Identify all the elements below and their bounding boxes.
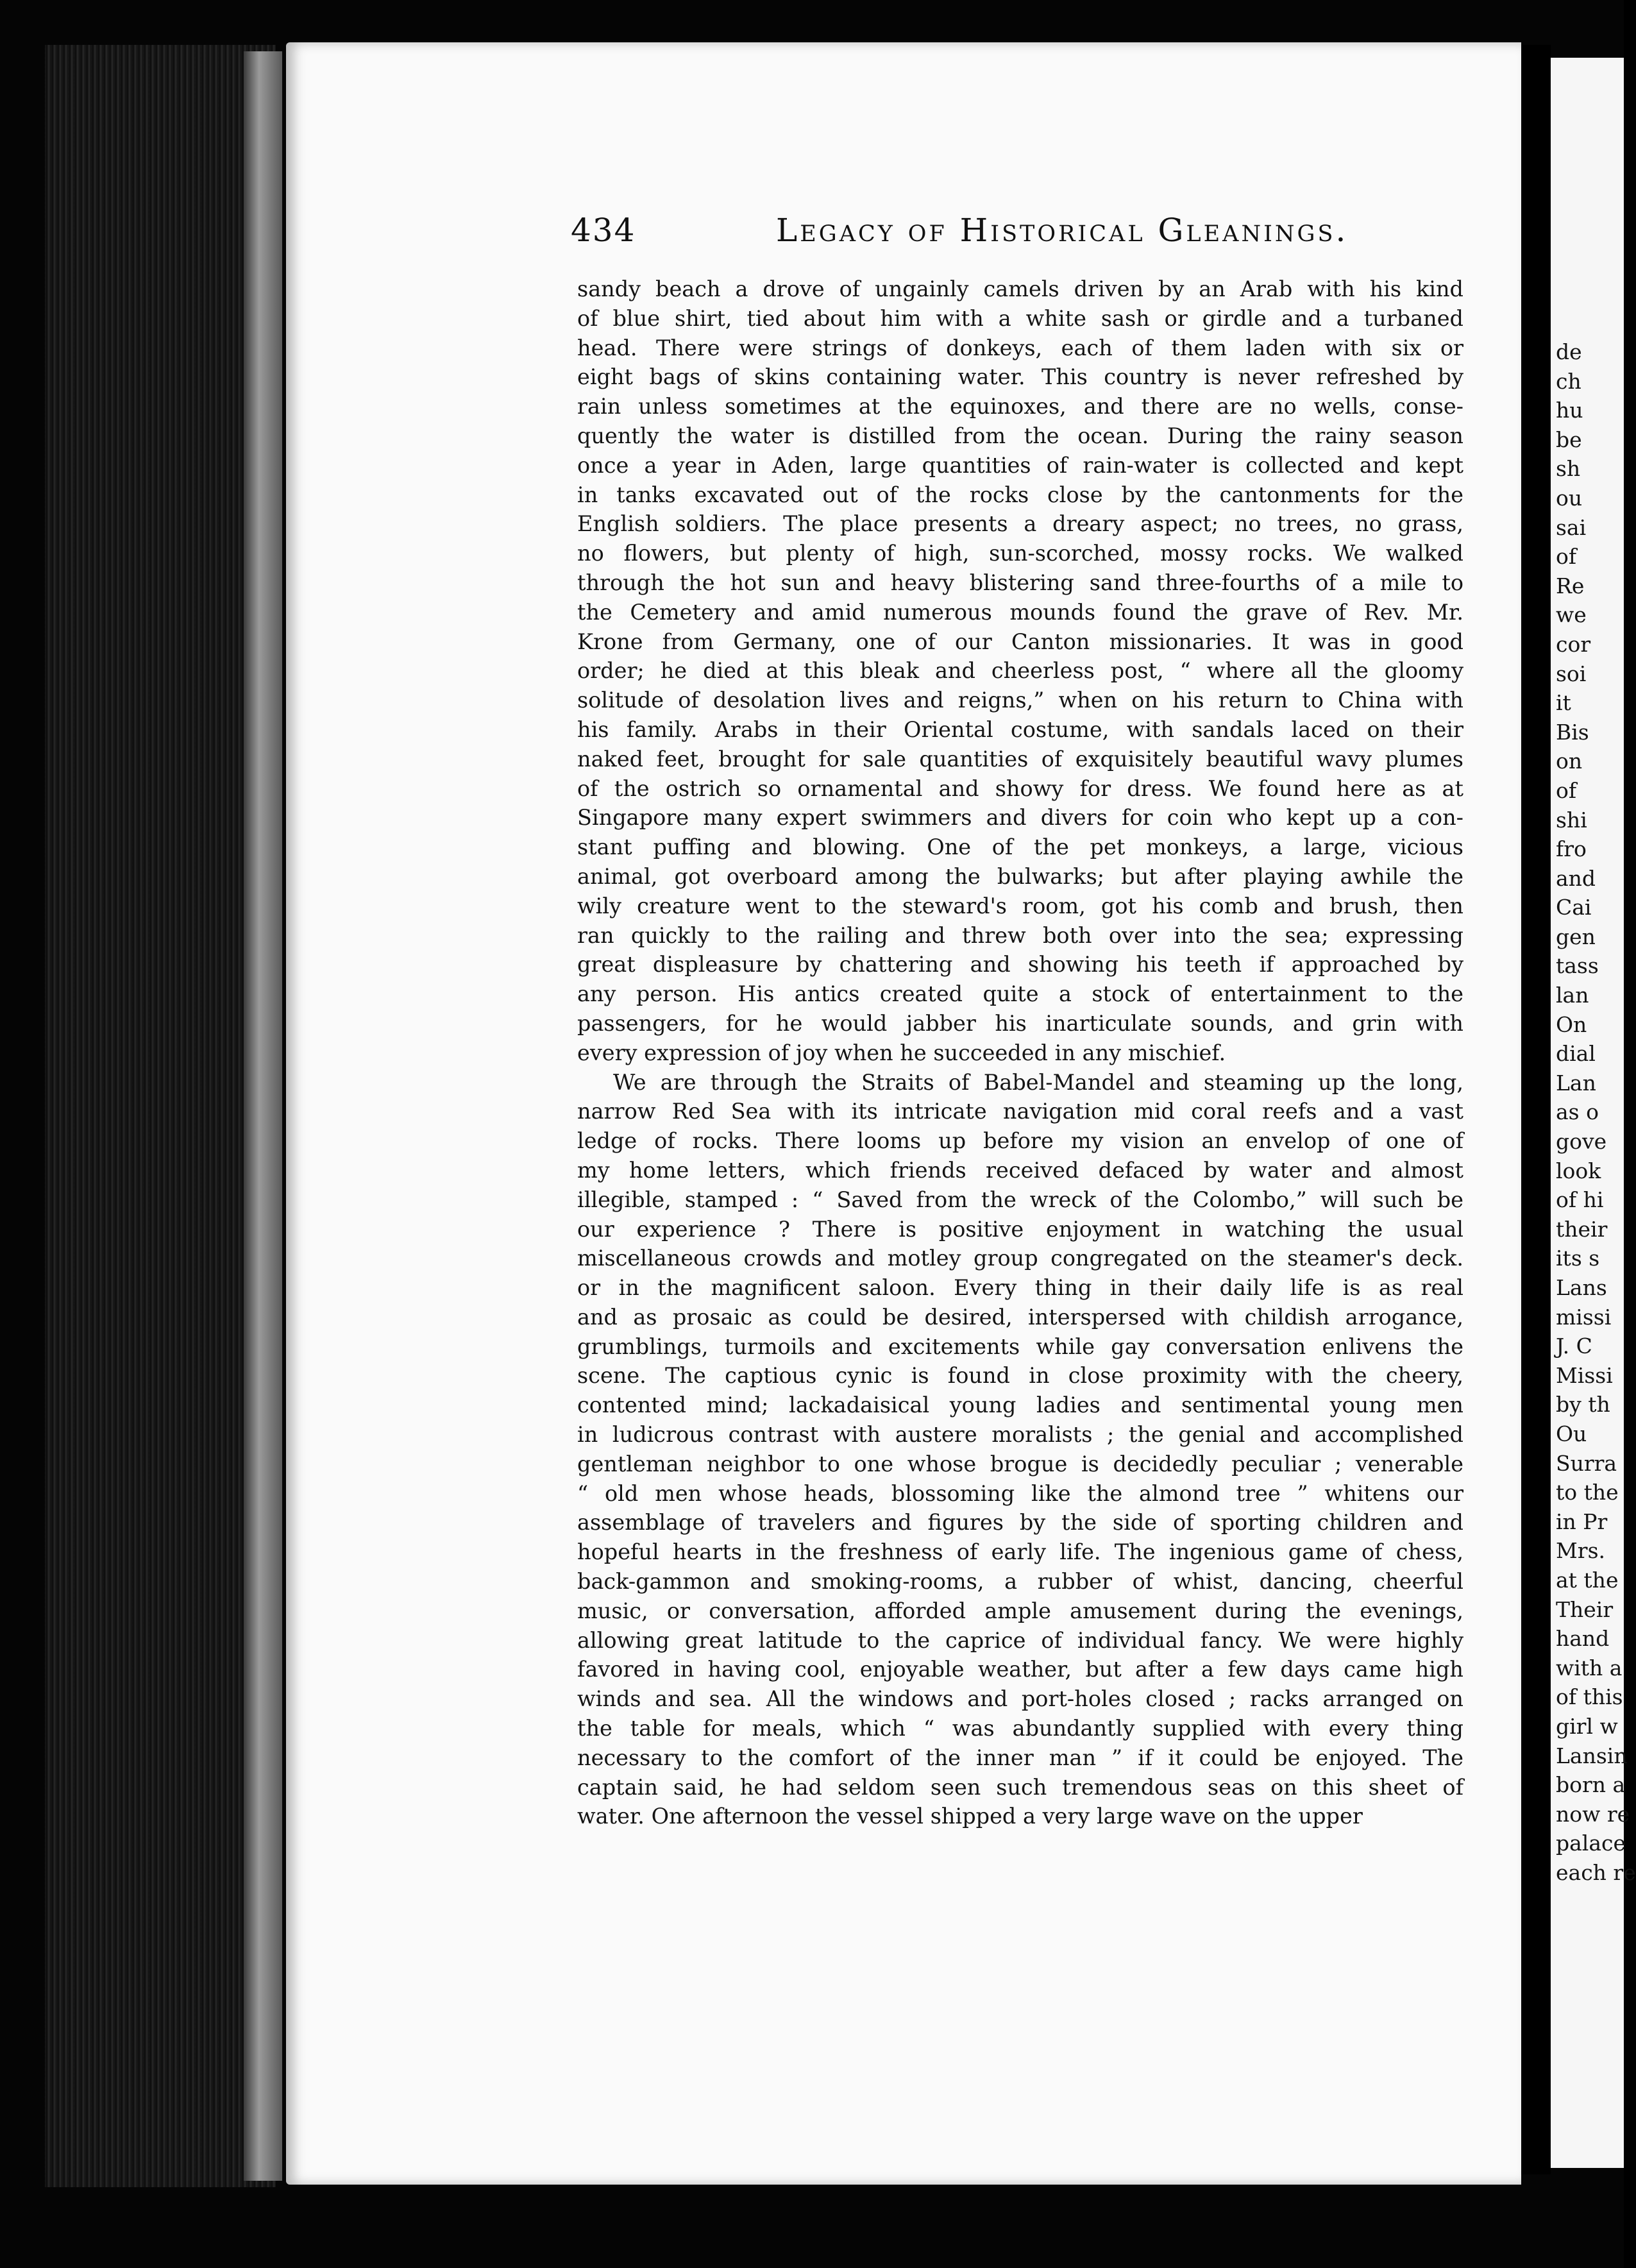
right-page-line-fragment: missi [1556,1304,1612,1330]
text-line: our experience ? There is positive enjoyment in watching the usual [577,1216,1463,1242]
text-line: captain said, he had seldom seen such tremendous seas on this sheet of [577,1774,1463,1800]
page-header [571,212,1469,263]
right-page-line-fragment: girl w [1556,1713,1618,1739]
right-page-line-fragment: in Pr [1556,1509,1608,1534]
right-page-line-fragment: sh [1556,456,1581,482]
right-page-line-fragment: Lan [1556,1070,1596,1096]
right-page-text [1556,337,1636,1887]
right-page-line-fragment: we [1556,602,1587,628]
text-line: Singapore many expert swimmers and divers for coin who kept up a con- [577,805,1463,831]
right-page-line-fragment: Lans [1556,1275,1607,1300]
right-page-line-fragment: gen [1556,924,1596,949]
text-line: great displeasure by chattering and showing his teeth if approached by [577,952,1463,977]
text-line: no flowers, but plenty of high, sun-scorched, mossy rocks. We walked [577,541,1463,566]
right-page-line-fragment: each re [1556,1859,1636,1885]
right-page-line-fragment: tass [1556,953,1599,979]
text-line: scene. The captious cynic is found in close proximity with the cheery, [577,1363,1463,1389]
text-line: order; he died at this bleak and cheerless post, “ where all the gloomy [577,658,1463,684]
book-page-edges [45,45,276,2187]
right-page-line-fragment: of hi [1556,1187,1604,1213]
text-line: grumblings, turmoils and excitements while gay conversation enlivens the [577,1333,1463,1359]
text-line: passengers, for he would jabber his inarticulate sounds, and grin with [577,1010,1463,1036]
text-line: favored in having cool, enjoyable weather, but after a few days came high [577,1657,1463,1682]
right-page-line-fragment: be [1556,427,1582,452]
right-page-line-fragment: ou [1556,485,1583,511]
right-page-line-fragment: Mrs. [1556,1538,1605,1564]
right-page-line-fragment: Their [1556,1596,1614,1622]
right-page-line-fragment: and [1556,865,1596,891]
text-line: music, or conversation, afforded ample amusement during the evenings, [577,1598,1463,1623]
text-line: ran quickly to the railing and threw both over into the sea; expressing [577,922,1463,948]
text-line: solitude of desolation lives and reigns,” when on his return to China with [577,688,1463,713]
right-page-line-fragment: Missi [1556,1362,1613,1388]
text-line: sandy beach a drove of ungainly camels driven by an Arab with his kind [577,276,1463,301]
page-number: 434 [571,212,636,249]
running-title: Legacy of Historical Gleanings. [776,212,1349,249]
right-page-line-fragment: to the [1556,1480,1619,1505]
text-line: his family. Arabs in their Oriental costume, with sandals laced on their [577,716,1463,742]
text-line: or in the magnificent saloon. Every thing in their daily life is as real [577,1275,1463,1301]
right-page-line-fragment: hand [1556,1626,1610,1652]
text-line: naked feet, brought for sale quantities of exquisitely beautiful wavy plumes [577,746,1463,772]
right-page-line-fragment: Cai [1556,895,1592,920]
right-page-line-fragment: fro [1556,836,1587,862]
text-line: Krone from Germany, one of our Canton missionaries. It was in good [577,629,1463,654]
right-page-line-fragment: ch [1556,368,1581,394]
text-line: the Cemetery and amid numerous mounds found the grave of Rev. Mr. [577,599,1463,625]
body-text [577,275,1463,1878]
text-line: ledge of rocks. There looms up before my vision an envelop of one of [577,1128,1463,1154]
right-page-line-fragment: with a [1556,1655,1623,1680]
text-line: “ old men whose heads, blossoming like the almond tree ” whitens our [577,1480,1463,1506]
right-page-line-fragment: as o [1556,1099,1599,1125]
page-edge-strip [244,51,282,2181]
right-page-line-fragment: Lansin [1556,1743,1628,1768]
text-line: necessary to the comfort of the inner man ” if it could be enjoyed. The [577,1745,1463,1770]
text-line: narrow Red Sea with its intricate navigation mid coral reefs and a vast [577,1099,1463,1124]
right-page-line-fragment: soi [1556,661,1587,686]
right-page-line-fragment: look [1556,1158,1601,1183]
right-page-line-fragment: palace [1556,1831,1626,1856]
right-page-line-fragment: their [1556,1216,1608,1242]
right-page-line-fragment: shi [1556,807,1587,833]
text-line: eight bags of skins containing water. This country is never refreshed by [577,364,1463,390]
text-line: once a year in Aden, large quantities of rain-water is collected and kept [577,452,1463,478]
right-page-line-fragment: it [1556,690,1571,716]
book-gutter [1521,45,1551,2174]
right-page-line-fragment: gove [1556,1129,1607,1155]
text-line: gentleman neighbor to one whose brogue is decidedly peculiar ; venerable [577,1451,1463,1477]
right-page-line-fragment: lan [1556,983,1589,1008]
text-line: any person. His antics created quite a stock of entertainment to the [577,981,1463,1007]
text-line: allowing great latitude to the caprice of individual fancy. We were highly [577,1627,1463,1653]
right-page-line-fragment: now re [1556,1801,1630,1827]
text-line: back-gammon and smoking-rooms, a rubber of whist, dancing, cheerful [577,1569,1463,1595]
text-line: the table for meals, which “ was abundantly supplied with every thing [577,1716,1463,1741]
text-line: through the hot sun and heavy blistering sand three-fourths of a mile to [577,570,1463,595]
right-page-line-fragment: of this [1556,1684,1623,1710]
right-page [1551,58,1636,2168]
text-line: water. One afternoon the vessel shipped a very large wave on the upper [577,1804,1363,1829]
right-page-line-fragment: J. C [1556,1333,1592,1359]
text-line: of the ostrich so ornamental and showy for dress. We found here as at [577,775,1463,801]
right-page-line-fragment: dial [1556,1041,1596,1067]
text-line: We are through the Straits of Babel-Mandel and steaming up the long, [613,1069,1463,1095]
right-page-line-fragment: Ou [1556,1421,1587,1446]
right-page-line-fragment: its s [1556,1246,1600,1271]
right-page-line-fragment: de [1556,339,1582,364]
text-line: of blue shirt, tied about him with a white sash or girdle and a turbaned [577,305,1463,331]
text-line: assemblage of travelers and figures by the side of sporting children and [577,1510,1463,1536]
right-page-line-fragment: by th [1556,1392,1610,1418]
text-line: in ludicrous contrast with austere moralists ; the genial and accomplished [577,1422,1463,1448]
text-line: stant puffing and blowing. One of the pet monkeys, a large, vicious [577,834,1463,860]
right-page-line-fragment: of [1556,777,1577,803]
right-page-line-fragment: Bis [1556,719,1589,745]
right-page-line-fragment: sai [1556,514,1587,540]
text-line: contented mind; lackadaisical young ladies and sentimental young men [577,1392,1463,1418]
text-line: miscellaneous crowds and motley group congregated on the steamer's deck. [577,1246,1463,1271]
text-line: head. There were strings of donkeys, each of them laden with six or [577,335,1463,360]
right-page-line-fragment: Re [1556,573,1585,598]
right-page-line-fragment: On [1556,1011,1587,1037]
right-page-line-fragment: at the [1556,1567,1619,1593]
text-line: English soldiers. The place presents a dreary aspect; no trees, no grass, [577,511,1463,537]
text-line: rain unless sometimes at the equinoxes, and there are no wells, conse- [577,394,1463,419]
text-line: hopeful hearts in the freshness of early life. The ingenious game of chess, [577,1539,1463,1565]
right-page-line-fragment: of [1556,544,1577,570]
text-line: illegible, stamped : “ Saved from the wreck of the Colombo,” will such be [577,1187,1463,1212]
right-page-line-fragment: Surra [1556,1450,1617,1476]
text-line: every expression of joy when he succeeded in any mischief. [577,1040,1226,1065]
text-line: winds and sea. All the windows and port-holes closed ; racks arranged on [577,1686,1463,1712]
text-line: animal, got overboard among the bulwarks; but after playing awhile the [577,863,1463,889]
text-line: quently the water is distilled from the ocean. During the rainy season [577,423,1463,448]
right-page-line-fragment: born a [1556,1772,1626,1798]
text-line: wily creature went to the steward's room, got his comb and brush, then [577,893,1463,918]
text-line: and as prosaic as could be desired, interspersed with childish arrogance, [577,1304,1463,1330]
text-line: my home letters, which friends received defaced by water and almost [577,1157,1463,1183]
right-page-line-fragment: hu [1556,398,1583,423]
text-line: in tanks excavated out of the rocks close by the cantonments for the [577,482,1463,507]
right-page-line-fragment: on [1556,749,1583,774]
right-page-line-fragment: cor [1556,631,1591,657]
